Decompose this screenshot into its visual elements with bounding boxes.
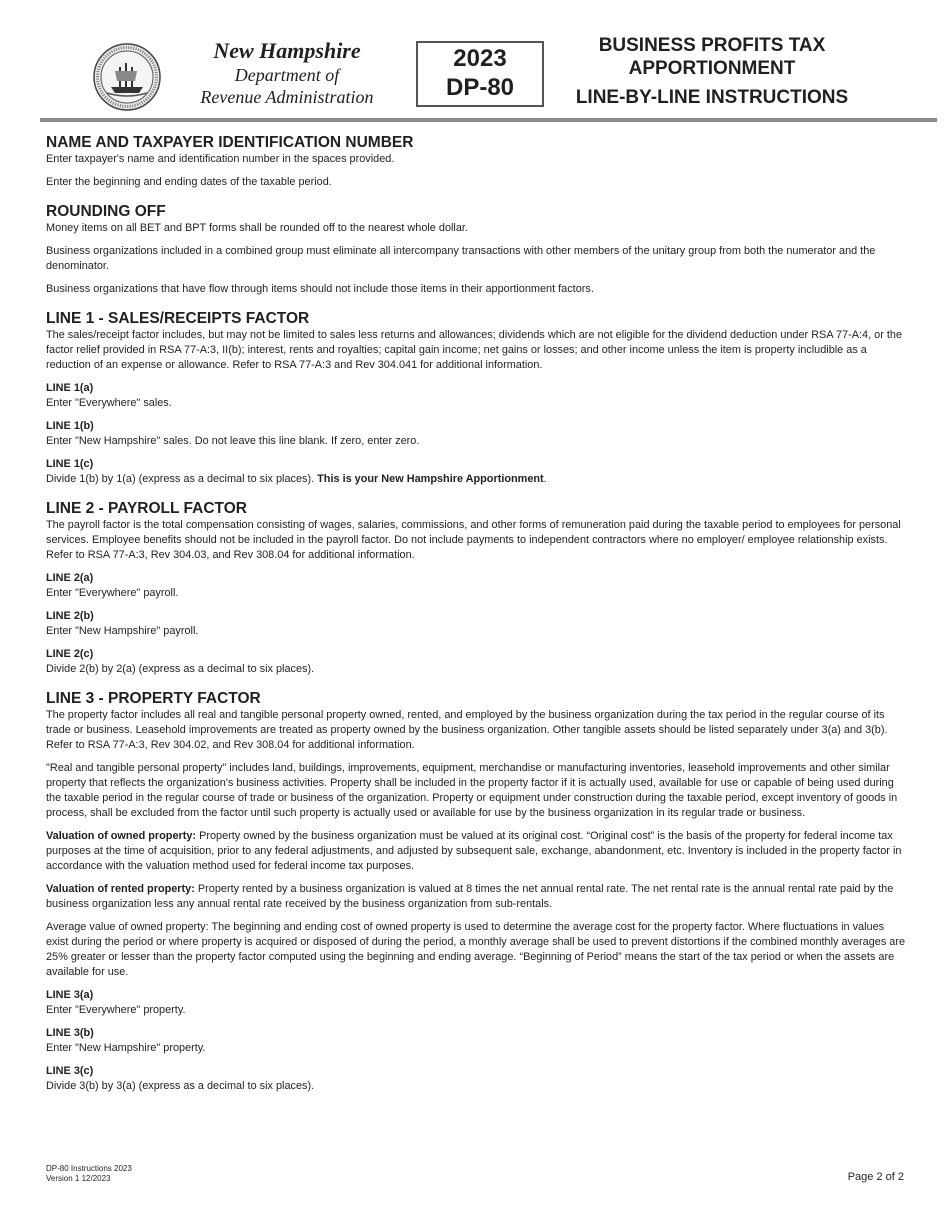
state-name: New Hampshire <box>213 38 361 63</box>
paragraph <box>46 829 906 874</box>
form-year: 2023 <box>453 45 507 72</box>
section-name-tin <box>46 133 906 190</box>
line-1a <box>46 381 906 411</box>
owned-property-text: Property owned by the business organization must be valued at its original cost. “Original cost” is the basis of the property for federal income tax purposes at the time of acquisition, prior to any federal adjustments, and adjusted by subsequent sale, exchange, abandonment, etc. Inventory is included in the property factor in accordance with the valuation method used for federal income tax purposes. <box>46 830 902 872</box>
owned-property-label: Valuation of owned property: <box>46 830 197 842</box>
section-heading: LINE 1 - SALES/RECEIPTS FACTOR <box>46 310 310 327</box>
document-header <box>0 0 950 122</box>
department-line-2: Revenue Administration <box>200 87 374 107</box>
footer-version: Version 1 12/2023 <box>46 1174 111 1183</box>
line-label: LINE 3(b) <box>46 1027 94 1039</box>
instruction-end: . <box>543 473 547 485</box>
section-line-3 <box>46 689 906 1094</box>
section-rounding <box>46 202 906 297</box>
instruction-text: Divide 1(b) by 1(a) (express as a decimal to six places). <box>46 473 318 485</box>
instructions-body <box>46 133 906 1094</box>
paragraph: The property factor includes all real and tangible personal property owned, rented, and employed by the business organization during the tax period in the regular course of its trade or business. Leasehold improvements are treated as property owned by the business organization. Other tangible assets should be listed separately under 3(a) and 3(b). Refer to RSA 77-A:3, Rev 304.02, and Rev 308.04 for additional information. <box>46 709 888 751</box>
title-line-2: APPORTIONMENT <box>628 58 796 79</box>
line-label: LINE 1(c) <box>46 458 94 470</box>
line-instruction: Enter "Everywhere" property. <box>46 1004 186 1016</box>
footer-doc-name: DP-80 Instructions 2023 <box>46 1164 132 1173</box>
paragraph: "Real and tangible personal property" includes land, buildings, improvements, equipment, merchandise or manufacturing inventories, leasehold improvements and other similar property that reflects the organization's business activities. Property shall be included in the property factor if it is actually used, available for use or capable of being used during the taxable period in the regular course of trade or business of the organization. Property or equipment under construction during the taxable period, except inventory of goods in process, shall be excluded from the factor until such property is actually used or available for use by the business organization in its regular trade or business. <box>46 762 898 819</box>
paragraph: Money items on all BET and BPT forms shall be rounded off to the nearest whole dollar. <box>46 222 468 234</box>
apportionment-emphasis: This is your New Hampshire Apportionment <box>317 473 544 485</box>
line-instruction <box>46 472 906 487</box>
form-id-box <box>416 41 544 107</box>
page-number: Page 2 of 2 <box>847 1171 904 1183</box>
document-title <box>562 34 862 109</box>
title-line-1: BUSINESS PROFITS TAX <box>598 35 826 56</box>
line-instruction: Divide 2(b) by 2(a) (express as a decimal to six places). <box>46 663 315 675</box>
rented-property-label: Valuation of rented property: <box>46 883 195 895</box>
paragraph: Enter taxpayer's name and identification number in the spaces provided. <box>46 153 395 165</box>
line-label: LINE 1(b) <box>46 420 94 432</box>
paragraph: Business organizations that have flow through items should not include those items in their apportionment factors. <box>46 283 594 295</box>
form-number: DP-80 <box>445 74 515 101</box>
line-label: LINE 3(a) <box>46 989 94 1001</box>
line-instruction: Enter "New Hampshire" sales. Do not leave this line blank. If zero, enter zero. <box>46 435 420 447</box>
paragraph: Business organizations included in a combined group must eliminate all intercompany transactions with other members of the unitary group from both the numerator and the denominator. <box>46 245 876 272</box>
rented-property-text: Property rented by a business organization is valued at 8 times the net annual rental rate. The net rental rate is the annual rental rate paid by the business organization less any annual rental rate received by the business organization from sub-rentals. <box>46 883 894 910</box>
line-1c <box>46 457 906 487</box>
line-label: LINE 3(c) <box>46 1065 94 1077</box>
department-line-1: Department of <box>234 65 340 85</box>
line-1b <box>46 419 906 449</box>
state-seal-icon <box>93 43 161 111</box>
paragraph <box>46 882 906 912</box>
line-2b <box>46 609 906 639</box>
agency-name <box>172 38 402 108</box>
line-2c <box>46 647 906 677</box>
line-instruction: Enter "New Hampshire" payroll. <box>46 625 199 637</box>
line-instruction: Enter "Everywhere" payroll. <box>46 587 179 599</box>
line-3a <box>46 988 906 1018</box>
line-3b <box>46 1026 906 1056</box>
paragraph: The sales/receipt factor includes, but may not be limited to sales less returns and allowances; dividends which are not eligible for the dividend deduction under RSA 77-A:4, or the factor relief provided in RSA 77-A:3, II(b); interest, rents and royalties; capital gain income; net gains or losses; and other income unless the item is property includible as a reduction of an expense or allowance. Refer to RSA 77-A:3 and Rev 304.041 for additional information. <box>46 329 902 371</box>
paragraph: The payroll factor is the total compensation consisting of wages, salaries, commissions, and other forms of remuneration paid during the taxable period to employees for personal services. Employee benefits should not be included in the payroll factor. Do not include payments to independent contractors where no employer/ employee relationship exists. Refer to RSA 77-A:3, Rev 304.03, and Rev 308.04 for additional information. <box>46 519 901 561</box>
section-heading: LINE 2 - PAYROLL FACTOR <box>46 500 247 517</box>
line-label: LINE 2(a) <box>46 572 94 584</box>
line-instruction: Enter "New Hampshire" property. <box>46 1042 206 1054</box>
section-line-2 <box>46 499 906 677</box>
section-heading: LINE 3 - PROPERTY FACTOR <box>46 690 261 707</box>
section-heading: NAME AND TAXPAYER IDENTIFICATION NUMBER <box>46 134 414 151</box>
section-heading: ROUNDING OFF <box>46 203 166 220</box>
line-label: LINE 2(b) <box>46 610 94 622</box>
line-label: LINE 1(a) <box>46 382 94 394</box>
title-line-3: LINE-BY-LINE INSTRUCTIONS <box>575 87 849 108</box>
line-3c <box>46 1064 906 1094</box>
paragraph: Average value of owned property: The beginning and ending cost of owned property is used to determine the average cost for the property factor. Where fluctuations in values exist during the period or where property is acquired or disposed of during the period, a monthly average shall be used to prevent distortions if the combined monthly averages are 25% greater or lesser than the property factor computed using the beginning and ending average. “Beginning of Period” means the start of the tax period or when the assets are available for use. <box>46 921 906 978</box>
paragraph: Enter the beginning and ending dates of the taxable period. <box>46 176 332 188</box>
line-2a <box>46 571 906 601</box>
footer-document-info <box>46 1164 132 1184</box>
header-divider <box>40 118 937 122</box>
line-instruction: Divide 3(b) by 3(a) (express as a decimal to six places). <box>46 1080 315 1092</box>
line-instruction: Enter "Everywhere" sales. <box>46 397 172 409</box>
section-line-1 <box>46 309 906 487</box>
line-label: LINE 2(c) <box>46 648 94 660</box>
